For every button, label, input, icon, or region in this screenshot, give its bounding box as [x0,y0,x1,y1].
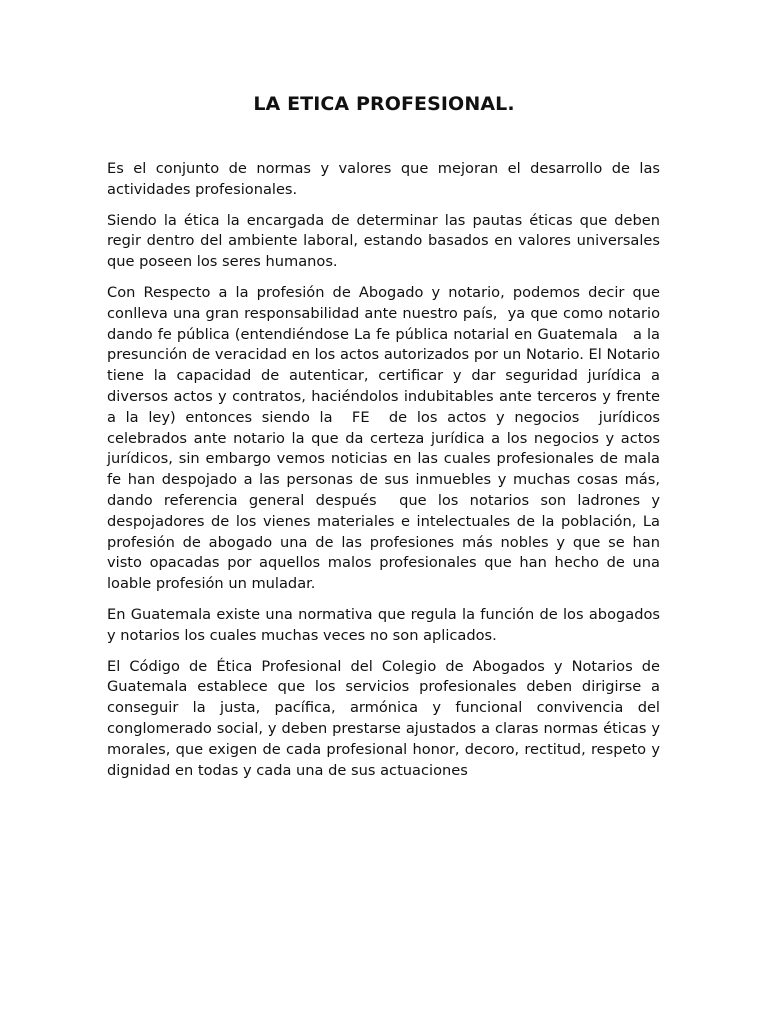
document-body [107,159,665,791]
paragraph-ethics-role: Siendo la ética la encargada de determinar las pautas éticas que deben regir dentro del ambiente laboral, estando basados en valores universales que poseen los seres humanos. [107,211,665,271]
paragraph-guatemala-regulation: En Guatemala existe una normativa que regula la función de los abogados y notarios los cuales muchas veces no son aplicados. [107,605,665,644]
paragraph-lawyer-notary: Con Respecto a la profesión de Abogado y notario, podemos decir que conlleva una gran responsabilidad ante nuestro país, ya que como notario dando fe pública (entendiéndose La fe pública notarial en Guatemala a la presunción de veracidad en los actos autorizados por un Notario. El Notario tiene la capacidad de autenticar, certificar y dar seguridad jurídica a diversos actos y contratos, haciéndolos indubitables ante terceros y frente a la ley) entonces siendo la FE de los actos y negocios jurídicos celebrados ante notario la que da certeza jurídica a los negocios y actos jurídicos, sin embargo vemos noticias en las cuales profesionales de mala fe han despojado a las personas de sus inmuebles y muchas cosas más, dando referencia general después que los notarios son ladrones y despojadores de los vienes materiales e intelectuales de la población, La profesión de abogado una de las profesiones más nobles y que se han visto opacadas por aquellos malos profesionales que han hecho de una loable profesión un muladar. [107,283,665,593]
document-title: LA ETICA PROFESIONAL. [253,93,515,115]
paragraph-code-of-ethics: El Código de Ética Profesional del Colegio de Abogados y Notarios de Guatemala establece que los servicios profesionales deben dirigirse a conseguir la justa, pacífica, armónica y funcional convivencia del conglomerado social, y deben prestarse ajustados a claras normas éticas y morales, que exigen de cada profesional honor, decoro, rectitud, respeto y dignidad en todas y cada una de sus actuaciones [107,657,665,779]
paragraph-definition: Es el conjunto de normas y valores que mejoran el desarrollo de las actividades profesionales. [107,160,665,198]
